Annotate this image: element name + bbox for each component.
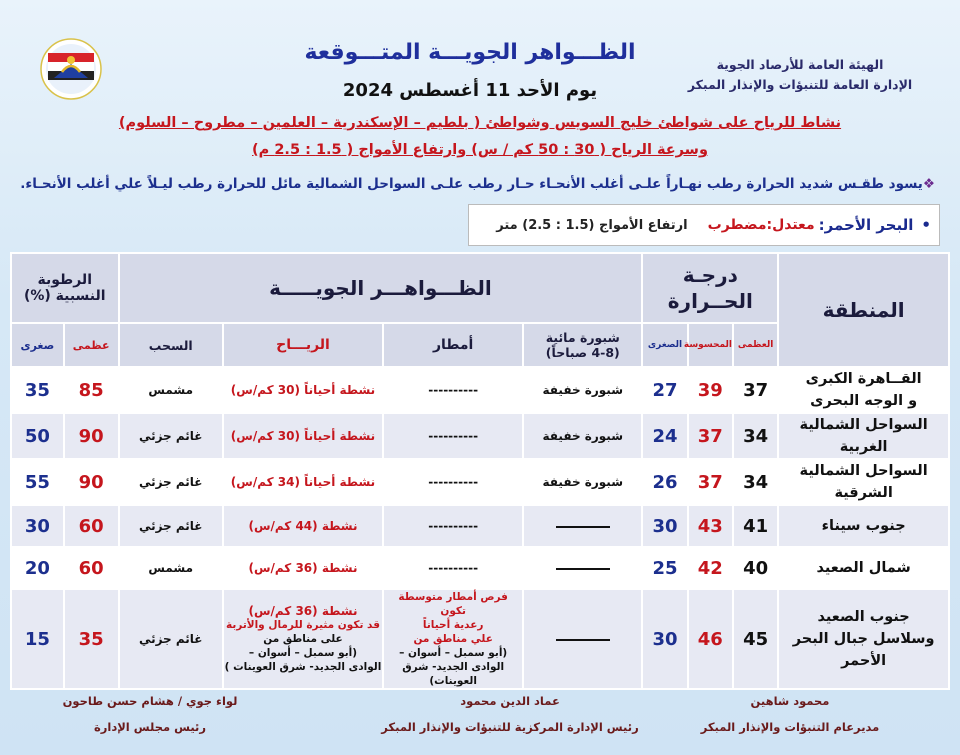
header-humidity <box>11 253 119 323</box>
subheader-t-feel: المحسوسة <box>688 323 733 367</box>
t-min: 27 <box>642 367 687 413</box>
region-name: القــاهرة الكبرى <box>805 371 922 387</box>
region-name-2: و الوجه البحرى <box>810 393 918 409</box>
region-name: جنوب سيناء <box>778 505 949 547</box>
subheader-fog <box>523 323 642 367</box>
signature-right-name: محمود شاهين <box>750 694 830 708</box>
signature-left <box>40 694 260 734</box>
forecast-date: يوم الأحد 11 أغسطس 2024 <box>342 80 598 101</box>
fog: شبورة خفيفة <box>523 367 642 413</box>
fog-none <box>523 505 642 547</box>
rain: ---------- <box>383 547 523 589</box>
header-humidity-line-1: الرطوبة <box>37 272 92 288</box>
wind-warning-line-1: نشاط للرياح على شواطئ خليج السويس وشواطئ ( بلطيم – الإسكندرية – العلمين – مطروح – السلوم) <box>118 115 842 131</box>
wind-line-5: الوادى الجديد- شرق العوينات ) <box>224 661 382 673</box>
no-fog-line <box>556 639 610 641</box>
red-sea-state: معتدل:مضطرب <box>707 217 815 233</box>
rain: ---------- <box>383 459 523 505</box>
header-temp-line-1: درجـة <box>682 263 738 287</box>
meteorology-logo-icon <box>40 38 102 100</box>
table-row <box>11 367 949 413</box>
region-name: السواحل الشمالية الشرقية <box>778 459 949 505</box>
t-max: 45 <box>733 589 778 689</box>
rain-details <box>383 589 523 689</box>
signature-left-name: لواء جوي / هشام حسن طاحون <box>62 694 238 708</box>
humidity-min: 50 <box>11 413 64 459</box>
cloud: مشمس <box>119 367 223 413</box>
t-min: 30 <box>642 589 687 689</box>
header-phenomena: الظـــواهـــر الجويـــــة <box>119 253 643 323</box>
region-name: شمال الصعيد <box>778 547 949 589</box>
subheader-rain: أمطار <box>383 323 523 367</box>
header-humidity-line-2: النسبية (%) <box>23 288 106 304</box>
wind: نشطة أحياناً (34 كم/س) <box>223 459 383 505</box>
wind: نشطة أحياناً (30 كم/س) <box>223 413 383 459</box>
signature-left-title: رئيس مجلس الإدارة <box>93 720 206 734</box>
t-min: 30 <box>642 505 687 547</box>
t-feel: 37 <box>688 459 733 505</box>
humidity-max: 85 <box>64 367 119 413</box>
subheader-fog-line-1: شبورة مائية <box>545 330 620 345</box>
organization-name <box>680 55 920 95</box>
signature-center <box>360 694 660 734</box>
forecast-table <box>10 252 950 690</box>
wind-warning-line-2: وسرعة الرياح ( 30 : 50 كم / س) وارتفاع الأمواج ( 1.5 : 2.5 م) <box>252 142 708 158</box>
table-row <box>11 589 949 689</box>
signature-right-title: مديرعام التنبؤات والإنذار المبكر <box>700 720 880 734</box>
region-name: السواحل الشمالية الغربية <box>778 413 949 459</box>
humidity-min: 30 <box>11 505 64 547</box>
rain-line-1: فرص أمطار متوسطة تكون <box>398 591 508 617</box>
humidity-max: 60 <box>64 505 119 547</box>
table-row <box>11 505 949 547</box>
humidity-min: 55 <box>11 459 64 505</box>
t-min: 25 <box>642 547 687 589</box>
wind: نشطة (44 كم/س) <box>223 505 383 547</box>
rain-line-3: علي مناطق من <box>413 633 493 645</box>
wind-details <box>223 589 383 689</box>
t-feel: 46 <box>688 589 733 689</box>
t-max: 37 <box>733 367 778 413</box>
t-min: 24 <box>642 413 687 459</box>
cloud: غائم جزئي <box>119 589 223 689</box>
header-region: المنطقة <box>778 253 949 367</box>
no-fog-line <box>556 568 610 570</box>
t-max: 34 <box>733 459 778 505</box>
t-max: 40 <box>733 547 778 589</box>
fog: شبورة خفيفة <box>523 459 642 505</box>
org-line-1: الهيئة العامة للأرصاد الجوية <box>716 57 884 72</box>
humidity-max: 90 <box>64 459 119 505</box>
wind-line-4: (أبو سمبل – أسوان – <box>248 647 358 659</box>
rain-line-2: رعدية أحياناً <box>422 619 484 631</box>
t-max: 41 <box>733 505 778 547</box>
wind: نشطة (36 كم/س) <box>223 547 383 589</box>
summary-text: يسود طقـس شديد الحرارة رطب نهـاراً علـى أغلب الأنحـاء حـار رطب علـى السواحل الشمالية مائل للحرارة رطب ليـلاً علي أغلب الأنحـاء. <box>20 176 923 192</box>
humidity-max: 60 <box>64 547 119 589</box>
header-temperature <box>642 253 778 323</box>
subheader-t-min: الصغرى <box>642 323 687 367</box>
subheader-t-max: العظمى <box>733 323 778 367</box>
signature-right <box>680 694 900 734</box>
t-feel: 39 <box>688 367 733 413</box>
wind-line-2: قد تكون مثيرة للرمال والأتربة <box>225 619 380 631</box>
fog-none <box>523 589 642 689</box>
wind-line-3: على مناطق من <box>263 633 343 645</box>
t-min: 26 <box>642 459 687 505</box>
weather-summary <box>15 176 935 192</box>
red-sea-bullet: • <box>921 216 931 234</box>
subheader-h-max: عظمى <box>64 323 119 367</box>
org-line-2: الإدارة العامة للتنبؤات والإنذار المبكر <box>687 77 913 92</box>
table-row <box>11 459 949 505</box>
cloud: مشمس <box>119 547 223 589</box>
signature-center-title: رئيس الإدارة المركزية للتنبؤات والإنذار المبكر <box>381 720 639 734</box>
t-feel: 37 <box>688 413 733 459</box>
humidity-min: 15 <box>11 589 64 689</box>
region-cell <box>778 367 949 413</box>
wind: نشطة أحياناً (30 كم/س) <box>223 367 383 413</box>
fog: شبورة خفيفة <box>523 413 642 459</box>
page-title: الظـــواهر الجويـــة المتـــوقعة <box>304 40 636 65</box>
humidity-max: 90 <box>64 413 119 459</box>
table-row <box>11 547 949 589</box>
t-feel: 43 <box>688 505 733 547</box>
rain: ---------- <box>383 505 523 547</box>
cloud: غائم جزئي <box>119 413 223 459</box>
subheader-fog-line-2: (4-8 صباحاً) <box>545 345 620 360</box>
wind-line-1: نشطة (36 كم/س) <box>248 604 358 618</box>
region-name: جنوب الصعيد <box>817 609 910 625</box>
fog-none <box>523 547 642 589</box>
subheader-h-min: صغرى <box>11 323 64 367</box>
rain-line-5: الوادى الجديد- شرق العوينات) <box>402 661 505 687</box>
humidity-min: 20 <box>11 547 64 589</box>
subheader-cloud: السحب <box>119 323 223 367</box>
cloud: غائم جزئي <box>119 459 223 505</box>
red-sea-label: البحر الأحمر: <box>818 216 914 234</box>
summary-bullet-icon: ❖ <box>922 176 935 192</box>
header-temp-line-2: الحــرارة <box>667 289 753 313</box>
region-name-2: وسلاسل جبال البحر <box>792 631 935 647</box>
red-sea-box <box>468 204 940 246</box>
rain-line-4: (أبو سمبل – أسوان – <box>399 647 508 659</box>
t-feel: 42 <box>688 547 733 589</box>
humidity-max: 35 <box>64 589 119 689</box>
no-fog-line <box>556 526 610 528</box>
signature-center-name: عماد الدين محمود <box>460 694 560 708</box>
subheader-wind: الريـــاح <box>223 323 383 367</box>
red-sea-waves: ارتفاع الأمواج (1.5 : 2.5) متر <box>496 217 688 233</box>
region-name-3: الأحمر <box>841 653 887 669</box>
cloud: غائم جزئي <box>119 505 223 547</box>
region-cell <box>778 589 949 689</box>
rain: ---------- <box>383 413 523 459</box>
rain: ---------- <box>383 367 523 413</box>
humidity-min: 35 <box>11 367 64 413</box>
table-row <box>11 413 949 459</box>
t-max: 34 <box>733 413 778 459</box>
